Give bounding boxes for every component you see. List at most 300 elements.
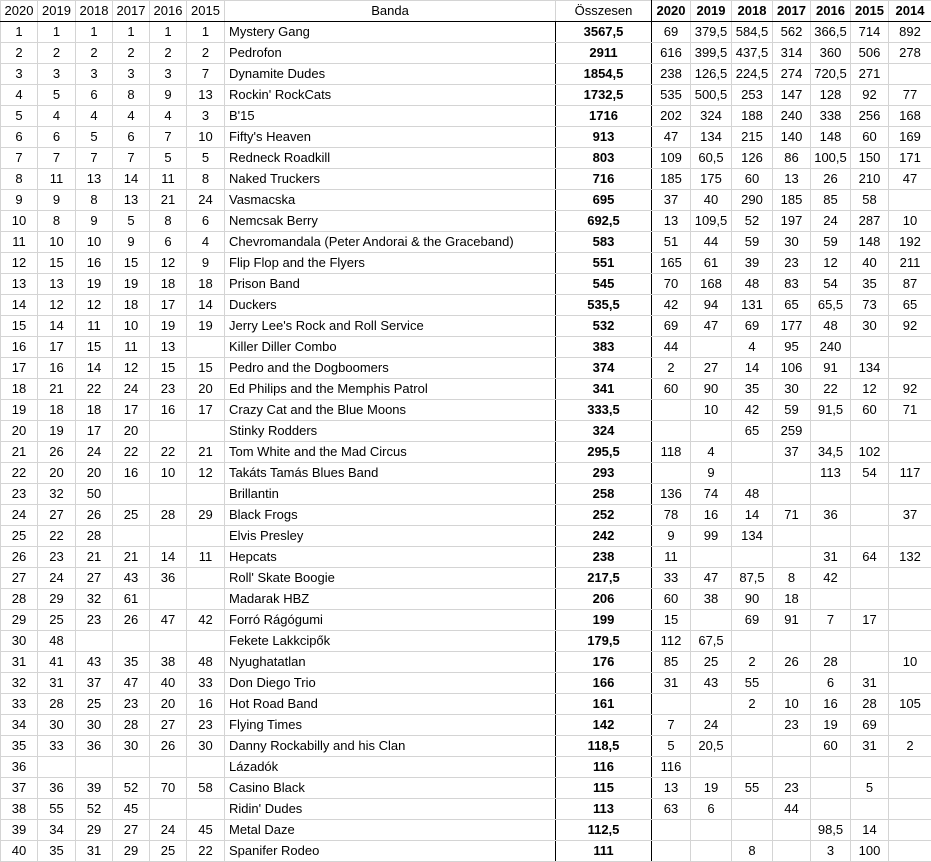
rank-cell: 6: [113, 127, 150, 148]
rank-cell: 14: [38, 316, 76, 337]
year-value-cell: 13: [773, 169, 811, 190]
total-cell: 695: [556, 190, 652, 211]
header-rank-left-2019: 2019: [38, 1, 76, 22]
header-rank-left-2020: 2020: [1, 1, 38, 22]
year-value-cell: [889, 484, 931, 505]
year-value-cell: 12: [851, 379, 889, 400]
rank-cell: 3: [76, 64, 113, 85]
band-name-cell: Fifty's Heaven: [225, 127, 556, 148]
year-value-cell: [732, 799, 773, 820]
header-year-right-2017: 2017: [773, 1, 811, 22]
year-value-cell: 132: [889, 547, 931, 568]
year-value-cell: 65: [732, 421, 773, 442]
year-value-cell: 25: [691, 652, 732, 673]
rank-cell: 1: [76, 22, 113, 43]
year-value-cell: 71: [889, 400, 931, 421]
rank-cell: 29: [76, 820, 113, 841]
header-year-right-2016: 2016: [811, 1, 851, 22]
year-value-cell: 535: [652, 85, 691, 106]
rank-cell: 4: [76, 106, 113, 127]
year-value-cell: 70: [652, 274, 691, 295]
year-value-cell: [851, 526, 889, 547]
rank-cell: 16: [187, 694, 225, 715]
table-row: [1, 715, 931, 736]
year-value-cell: 30: [773, 379, 811, 400]
table-row: [1, 85, 931, 106]
rank-cell: 32: [1, 673, 38, 694]
band-name-cell: Duckers: [225, 295, 556, 316]
year-value-cell: 109: [652, 148, 691, 169]
year-value-cell: 2: [732, 652, 773, 673]
rank-cell: 20: [1, 421, 38, 442]
rank-cell: 28: [38, 694, 76, 715]
year-value-cell: 147: [773, 85, 811, 106]
year-value-cell: 52: [732, 211, 773, 232]
rank-cell: 32: [38, 484, 76, 505]
rank-cell: 26: [76, 505, 113, 526]
rank-cell: 18: [113, 295, 150, 316]
rank-cell: 20: [187, 379, 225, 400]
rank-cell: 23: [113, 694, 150, 715]
total-cell: 116: [556, 757, 652, 778]
rank-cell: 36: [38, 778, 76, 799]
year-value-cell: 48: [732, 484, 773, 505]
rank-cell: 10: [150, 463, 187, 484]
band-name-cell: Takáts Tamás Blues Band: [225, 463, 556, 484]
table-row: [1, 589, 931, 610]
rank-cell: 16: [38, 358, 76, 379]
total-cell: 803: [556, 148, 652, 169]
year-value-cell: [652, 421, 691, 442]
rank-cell: [38, 757, 76, 778]
rank-cell: 12: [187, 463, 225, 484]
rank-cell: 31: [38, 673, 76, 694]
rank-cell: 20: [76, 463, 113, 484]
year-value-cell: 14: [732, 505, 773, 526]
rank-cell: 27: [76, 568, 113, 589]
rank-cell: 9: [150, 85, 187, 106]
year-value-cell: 19: [691, 778, 732, 799]
rank-cell: 17: [1, 358, 38, 379]
year-value-cell: [811, 526, 851, 547]
rank-cell: 19: [38, 421, 76, 442]
rank-cell: 58: [187, 778, 225, 799]
year-value-cell: [732, 547, 773, 568]
year-value-cell: 211: [889, 253, 931, 274]
year-value-cell: [889, 442, 931, 463]
year-value-cell: 35: [732, 379, 773, 400]
rank-cell: 3: [150, 64, 187, 85]
table-row: [1, 820, 931, 841]
rank-cell: 13: [187, 85, 225, 106]
table-row: [1, 442, 931, 463]
year-value-cell: 437,5: [732, 43, 773, 64]
rank-cell: 38: [1, 799, 38, 820]
total-cell: 913: [556, 127, 652, 148]
band-name-cell: Nemcsak Berry: [225, 211, 556, 232]
year-value-cell: [889, 778, 931, 799]
rank-cell: 39: [76, 778, 113, 799]
rank-cell: 30: [113, 736, 150, 757]
year-value-cell: 12: [811, 253, 851, 274]
rank-cell: 70: [150, 778, 187, 799]
header-year-right-2019: 2019: [691, 1, 732, 22]
year-value-cell: 105: [889, 694, 931, 715]
rank-cell: 40: [150, 673, 187, 694]
year-value-cell: 113: [811, 463, 851, 484]
rank-cell: 16: [76, 253, 113, 274]
year-value-cell: 83: [773, 274, 811, 295]
year-value-cell: [889, 673, 931, 694]
year-value-cell: 37: [773, 442, 811, 463]
rank-cell: 45: [113, 799, 150, 820]
rank-cell: 29: [187, 505, 225, 526]
year-value-cell: 39: [732, 253, 773, 274]
rank-cell: 24: [150, 820, 187, 841]
rank-cell: 42: [187, 610, 225, 631]
total-cell: 374: [556, 358, 652, 379]
rank-cell: 1: [1, 22, 38, 43]
year-value-cell: [732, 442, 773, 463]
rank-cell: 21: [1, 442, 38, 463]
rank-cell: 47: [150, 610, 187, 631]
rank-cell: 45: [187, 820, 225, 841]
year-value-cell: 95: [773, 337, 811, 358]
year-value-cell: 86: [773, 148, 811, 169]
rank-cell: 18: [1, 379, 38, 400]
year-value-cell: 18: [773, 589, 811, 610]
rank-cell: 28: [113, 715, 150, 736]
rank-cell: 4: [38, 106, 76, 127]
total-cell: 532: [556, 316, 652, 337]
rank-cell: 55: [38, 799, 76, 820]
rank-cell: 7: [187, 64, 225, 85]
rank-cell: 7: [113, 148, 150, 169]
rank-cell: 36: [1, 757, 38, 778]
year-value-cell: 90: [732, 589, 773, 610]
year-value-cell: 338: [811, 106, 851, 127]
year-value-cell: [889, 757, 931, 778]
rank-cell: 22: [38, 526, 76, 547]
year-value-cell: 23: [773, 778, 811, 799]
year-value-cell: 37: [889, 505, 931, 526]
rank-cell: 9: [76, 211, 113, 232]
total-cell: 112,5: [556, 820, 652, 841]
year-value-cell: 168: [691, 274, 732, 295]
rank-cell: 33: [187, 673, 225, 694]
year-value-cell: 2: [652, 358, 691, 379]
rank-cell: 1: [187, 22, 225, 43]
year-value-cell: [851, 505, 889, 526]
total-cell: 166: [556, 673, 652, 694]
rank-cell: 24: [187, 190, 225, 211]
rank-cell: 15: [1, 316, 38, 337]
total-cell: 1716: [556, 106, 652, 127]
total-cell: 206: [556, 589, 652, 610]
rank-cell: 13: [38, 274, 76, 295]
year-value-cell: 7: [652, 715, 691, 736]
rank-cell: 14: [1, 295, 38, 316]
year-value-cell: 31: [811, 547, 851, 568]
rank-cell: 1: [113, 22, 150, 43]
year-value-cell: 59: [773, 400, 811, 421]
table-row: [1, 169, 931, 190]
band-name-cell: Pedrofon: [225, 43, 556, 64]
year-value-cell: 10: [773, 694, 811, 715]
year-value-cell: 44: [773, 799, 811, 820]
rank-cell: [113, 757, 150, 778]
year-value-cell: [652, 400, 691, 421]
year-value-cell: 4: [691, 442, 732, 463]
year-value-cell: [851, 652, 889, 673]
rank-cell: 16: [150, 400, 187, 421]
year-value-cell: 31: [851, 736, 889, 757]
rank-cell: 35: [113, 652, 150, 673]
rank-cell: 3: [113, 64, 150, 85]
rank-cell: 7: [1, 148, 38, 169]
rank-cell: 20: [113, 421, 150, 442]
year-value-cell: 134: [691, 127, 732, 148]
year-value-cell: 109,5: [691, 211, 732, 232]
year-value-cell: 87,5: [732, 568, 773, 589]
rank-cell: 2: [1, 43, 38, 64]
year-value-cell: 8: [732, 841, 773, 862]
year-value-cell: 47: [889, 169, 931, 190]
table-row: [1, 253, 931, 274]
year-value-cell: [732, 631, 773, 652]
year-value-cell: 314: [773, 43, 811, 64]
rank-cell: 2: [150, 43, 187, 64]
rank-cell: 22: [113, 442, 150, 463]
total-cell: 716: [556, 169, 652, 190]
rank-cell: 32: [76, 589, 113, 610]
rank-cell: 6: [76, 85, 113, 106]
table-row: [1, 64, 931, 85]
table-row: [1, 547, 931, 568]
year-value-cell: 92: [889, 316, 931, 337]
year-value-cell: 720,5: [811, 64, 851, 85]
rank-cell: 15: [38, 253, 76, 274]
rank-cell: 29: [1, 610, 38, 631]
rank-cell: 11: [76, 316, 113, 337]
year-value-cell: [732, 820, 773, 841]
year-value-cell: 24: [691, 715, 732, 736]
band-name-cell: Brillantin: [225, 484, 556, 505]
year-value-cell: 168: [889, 106, 931, 127]
year-value-cell: 48: [811, 316, 851, 337]
rank-cell: 24: [76, 442, 113, 463]
rank-cell: 19: [187, 316, 225, 337]
year-value-cell: [889, 568, 931, 589]
year-value-cell: 210: [851, 169, 889, 190]
total-cell: 179,5: [556, 631, 652, 652]
rank-cell: 5: [113, 211, 150, 232]
year-value-cell: 69: [851, 715, 889, 736]
year-value-cell: 48: [732, 274, 773, 295]
rank-cell: 43: [113, 568, 150, 589]
year-value-cell: 60,5: [691, 148, 732, 169]
year-value-cell: 140: [773, 127, 811, 148]
table-row: [1, 274, 931, 295]
band-name-cell: Forró Rágógumi: [225, 610, 556, 631]
rank-cell: 3: [1, 64, 38, 85]
year-value-cell: [851, 421, 889, 442]
year-value-cell: 177: [773, 316, 811, 337]
rank-cell: 8: [187, 169, 225, 190]
year-value-cell: 224,5: [732, 64, 773, 85]
year-value-cell: 324: [691, 106, 732, 127]
year-value-cell: 30: [773, 232, 811, 253]
year-value-cell: 77: [889, 85, 931, 106]
rank-cell: 26: [113, 610, 150, 631]
year-value-cell: 69: [732, 316, 773, 337]
rank-cell: 47: [113, 673, 150, 694]
rank-cell: 31: [1, 652, 38, 673]
year-value-cell: 16: [691, 505, 732, 526]
year-value-cell: 185: [773, 190, 811, 211]
year-value-cell: [732, 757, 773, 778]
table-row: [1, 673, 931, 694]
rank-cell: 17: [187, 400, 225, 421]
year-value-cell: 87: [889, 274, 931, 295]
rank-cell: 41: [38, 652, 76, 673]
year-value-cell: [773, 757, 811, 778]
rank-cell: 10: [76, 232, 113, 253]
year-value-cell: [773, 820, 811, 841]
rank-cell: [187, 526, 225, 547]
year-value-cell: 10: [691, 400, 732, 421]
rank-cell: 25: [1, 526, 38, 547]
total-cell: 258: [556, 484, 652, 505]
table-row: [1, 106, 931, 127]
year-value-cell: 202: [652, 106, 691, 127]
year-value-cell: [811, 799, 851, 820]
rank-cell: [113, 526, 150, 547]
band-name-cell: Flying Times: [225, 715, 556, 736]
total-cell: 341: [556, 379, 652, 400]
year-value-cell: 118: [652, 442, 691, 463]
rank-cell: [76, 631, 113, 652]
rank-cell: 21: [38, 379, 76, 400]
table-row: [1, 484, 931, 505]
year-value-cell: [811, 421, 851, 442]
year-value-cell: 169: [889, 127, 931, 148]
year-value-cell: 69: [732, 610, 773, 631]
table-row: [1, 799, 931, 820]
rank-cell: 21: [187, 442, 225, 463]
rank-cell: 24: [113, 379, 150, 400]
rank-cell: 30: [187, 736, 225, 757]
year-value-cell: [732, 715, 773, 736]
rank-cell: 13: [150, 337, 187, 358]
rank-cell: [150, 484, 187, 505]
year-value-cell: 3: [811, 841, 851, 862]
rank-cell: [187, 757, 225, 778]
rank-cell: 10: [38, 232, 76, 253]
rank-cell: 34: [1, 715, 38, 736]
rank-cell: [113, 631, 150, 652]
band-name-cell: Roll' Skate Boogie: [225, 568, 556, 589]
rank-cell: 30: [1, 631, 38, 652]
rank-cell: 2: [113, 43, 150, 64]
rank-cell: 37: [76, 673, 113, 694]
year-value-cell: 150: [851, 148, 889, 169]
band-name-cell: Casino Black: [225, 778, 556, 799]
rank-cell: 11: [187, 547, 225, 568]
year-value-cell: 506: [851, 43, 889, 64]
year-value-cell: [652, 463, 691, 484]
year-value-cell: 54: [811, 274, 851, 295]
rank-cell: 6: [150, 232, 187, 253]
band-name-cell: Black Frogs: [225, 505, 556, 526]
year-value-cell: 10: [889, 211, 931, 232]
band-name-cell: Redneck Roadkill: [225, 148, 556, 169]
rank-cell: 25: [150, 841, 187, 862]
band-name-cell: Nyughatatlan: [225, 652, 556, 673]
year-value-cell: 240: [773, 106, 811, 127]
year-value-cell: 892: [889, 22, 931, 43]
year-value-cell: [889, 421, 931, 442]
year-value-cell: 67,5: [691, 631, 732, 652]
year-value-cell: [773, 463, 811, 484]
year-value-cell: [773, 841, 811, 862]
total-cell: 324: [556, 421, 652, 442]
year-value-cell: 379,5: [691, 22, 732, 43]
year-value-cell: [691, 757, 732, 778]
total-cell: 176: [556, 652, 652, 673]
rank-cell: 1: [150, 22, 187, 43]
total-cell: 1732,5: [556, 85, 652, 106]
band-name-cell: Dynamite Dudes: [225, 64, 556, 85]
total-cell: 535,5: [556, 295, 652, 316]
year-value-cell: 37: [652, 190, 691, 211]
year-value-cell: 22: [811, 379, 851, 400]
year-value-cell: [773, 526, 811, 547]
rank-cell: 10: [187, 127, 225, 148]
year-value-cell: 60: [851, 127, 889, 148]
rank-cell: [150, 631, 187, 652]
table-row: [1, 463, 931, 484]
year-value-cell: [851, 799, 889, 820]
rank-cell: 5: [38, 85, 76, 106]
year-value-cell: 256: [851, 106, 889, 127]
rank-cell: 4: [113, 106, 150, 127]
header-rank-left-2017: 2017: [113, 1, 150, 22]
rank-cell: 28: [76, 526, 113, 547]
table-row: [1, 757, 931, 778]
year-value-cell: 134: [732, 526, 773, 547]
band-name-cell: Naked Truckers: [225, 169, 556, 190]
year-value-cell: 74: [691, 484, 732, 505]
total-cell: 142: [556, 715, 652, 736]
rank-cell: 12: [150, 253, 187, 274]
rank-cell: 17: [38, 337, 76, 358]
year-value-cell: 28: [851, 694, 889, 715]
band-name-cell: Crazy Cat and the Blue Moons: [225, 400, 556, 421]
year-value-cell: [691, 421, 732, 442]
header-year-right-2020: 2020: [652, 1, 691, 22]
year-value-cell: 54: [851, 463, 889, 484]
total-cell: 217,5: [556, 568, 652, 589]
rank-cell: 9: [1, 190, 38, 211]
rank-cell: 30: [76, 715, 113, 736]
year-value-cell: [691, 547, 732, 568]
rank-cell: 8: [150, 211, 187, 232]
year-value-cell: 148: [851, 232, 889, 253]
band-name-cell: Elvis Presley: [225, 526, 556, 547]
year-value-cell: 19: [811, 715, 851, 736]
rank-cell: 43: [76, 652, 113, 673]
